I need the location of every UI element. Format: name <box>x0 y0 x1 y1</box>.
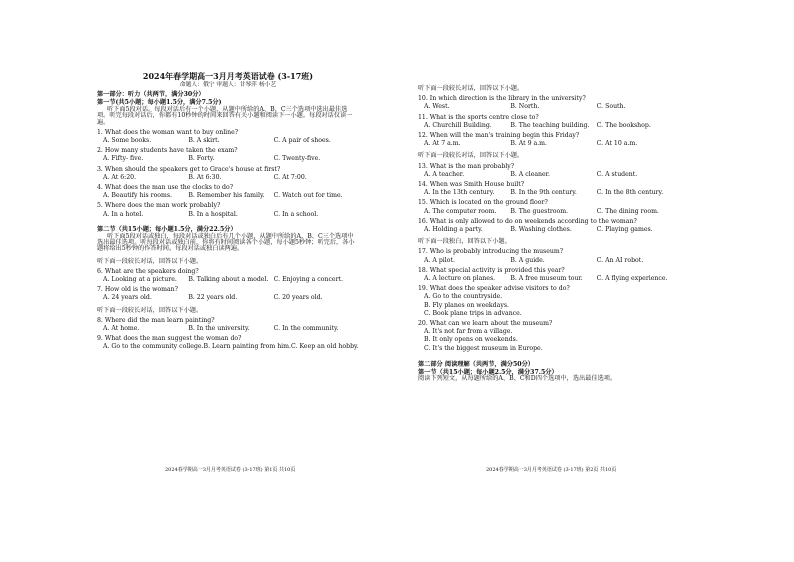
options-row <box>418 227 683 233</box>
option: B. It only opens on weekends. <box>424 336 518 344</box>
options-row <box>418 190 683 196</box>
option: B. Forty. <box>188 155 215 163</box>
question-text: 3. When should the speakers get to Grace's house at first? <box>97 165 281 173</box>
options-row <box>97 326 359 332</box>
option: B. The guestroom. <box>510 207 569 215</box>
question-19: 19. What does the speaker advise visitors to do? <box>418 285 570 293</box>
listening-prompt: 听下面一段较长对话，回答以下小题。 <box>418 85 524 92</box>
option: A. Churchill Building. <box>424 121 492 129</box>
section1-instructions: 听下面5段对话。每段对话后有一个小题，从题中所给的A、B、C三个选项中选出最佳选项。听完每段对话后，你都有10秒钟的时间来回答有关小题和阅读下一小题。每段对话仅读一遍。 <box>97 106 353 126</box>
options-row <box>97 212 359 218</box>
listening-prompt: 听下面一段较长对话，回答以下小题。 <box>418 152 524 160</box>
option: C. The dining room. <box>596 207 659 215</box>
option: A. Beautify his rooms. <box>103 192 173 200</box>
option: B. In a hospital. <box>188 210 238 218</box>
options-row <box>97 295 359 301</box>
options-row <box>418 258 683 264</box>
part2-section1-heading: 第一节（共15小题；每小题2.5分，满分37.5分） <box>418 369 558 377</box>
option: A. It's not far from a village. <box>424 328 513 336</box>
question-text: 10. In which direction is the library in the university? <box>418 95 586 103</box>
option: B. At 6:30. <box>188 173 222 181</box>
option: C. Playing games. <box>596 226 653 234</box>
listening-prompt: 听下面一段较长对话，回答以下小题。 <box>97 306 203 314</box>
option: C. 20 years old. <box>273 294 323 302</box>
question-text: 9. What does the man suggest the woman do? <box>97 335 242 343</box>
exam-title: 2024年春学期高一3月月考英语试卷 (3-17班) <box>142 71 314 81</box>
question-text: 8. Where did the man learn painting? <box>97 316 215 324</box>
option: B. At 9 a.m. <box>510 140 548 148</box>
options-row <box>418 104 683 110</box>
option: C. Watch out for time. <box>273 192 343 200</box>
option: C. In a school. <box>273 210 319 218</box>
option: C. In the 8th century. <box>596 189 664 197</box>
option: B. A free museum tour. <box>510 275 583 283</box>
option: B. The teaching building. <box>510 121 590 129</box>
options-row <box>97 138 359 144</box>
options-row <box>97 156 359 162</box>
question-group <box>418 164 683 234</box>
option: B. 22 years old. <box>188 294 238 302</box>
option: A. Go to the community college. <box>103 343 204 351</box>
option: A. Fifty- five. <box>103 155 144 163</box>
listening-prompt: 听下面一段较长对话，回答以下小题。 <box>97 257 203 265</box>
option: A. The computer room. <box>424 207 497 215</box>
section2-heading: 第二节（共15小题；每小题1.5分，满分22.5分） <box>97 225 237 233</box>
options-row <box>97 344 359 350</box>
option: A. A teacher. <box>424 170 465 178</box>
option: C. At 10 a.m. <box>596 140 638 148</box>
question-text: 16. What is only allowed to do on weekends according to the woman? <box>418 217 637 225</box>
option: C. A flying experience. <box>596 275 668 283</box>
option: A. A lecture on planes. <box>424 275 496 283</box>
listening-prompt: 听下面一段独白，回答以下小题。 <box>418 238 511 246</box>
option: B. In the 9th century. <box>510 189 577 197</box>
option: A. 24 years old. <box>103 294 152 302</box>
option: A. In a hotel. <box>103 210 144 218</box>
question-group <box>97 269 359 302</box>
question-20: 20. What can we learn about the museum? <box>418 320 553 328</box>
option: A. At home. <box>103 325 140 333</box>
question-group <box>97 130 359 218</box>
section2-instructions: 听下面5段对话或独白，每段对话或独白后有几个小题，从题中所给的A、B、C三个选项中选出最佳选项。听每段对话或独白前，你将有时间阅读各个小题，每小题5秒钟；听完后，各小题将给出5秒钟的作答时间。每段对话或独白读两遍。 <box>97 233 355 253</box>
left-page <box>97 72 359 484</box>
options-row <box>97 175 359 181</box>
question-group <box>97 318 359 351</box>
option: A. A pilot. <box>424 256 455 264</box>
option: B. A guide. <box>510 256 545 264</box>
right-page-footer: 2024春学期高一3月月考英语试卷 (3-17班) 第2页 共10页 <box>486 467 617 473</box>
option: C. In the community. <box>273 325 339 333</box>
option: C. Book plane trips in advance. <box>424 309 522 317</box>
options-row <box>418 209 683 215</box>
option: A. In the 13th century. <box>424 189 495 197</box>
option: C. A pair of shoes. <box>273 137 331 145</box>
question-text: 15. Which is located on the ground floor? <box>418 199 548 207</box>
option: A. At 6:20. <box>103 173 137 181</box>
option: C. A student. <box>596 170 638 178</box>
question-text: 14. When was Smith House built? <box>418 181 525 189</box>
part2-heading: 第二部分 阅读理解（共两节，满分50分） <box>418 360 534 368</box>
question-text: 11. What is the sports centre close to? <box>418 113 539 121</box>
question-text: 12. When will the man's training begin this Friday? <box>418 132 580 140</box>
option: A. At 7 a.m. <box>424 140 461 148</box>
options-row <box>418 123 683 129</box>
question-text: 18. What special activity is provided this year? <box>418 266 565 274</box>
option: C. At 7:00. <box>273 173 307 181</box>
option: A. Holding a party. <box>424 226 483 234</box>
question-text: 6. What are the speakers doing? <box>97 267 199 275</box>
question-text: 17. Who is probably introducing the museum? <box>418 248 564 256</box>
options-row <box>418 141 683 147</box>
exam-setter: 命题人：俄宁 审题人：甘琴萍 杨小艺 <box>179 82 277 88</box>
option: C. It's the biggest museum in Europe. <box>424 344 543 352</box>
option: A. Go to the countryside. <box>424 293 503 301</box>
option: B. Washing clothes. <box>510 226 572 234</box>
option: C. Enjoying a concert. <box>273 276 344 284</box>
option: B. North. <box>510 103 540 111</box>
option: B. Fly planes on weekdays. <box>424 301 509 309</box>
option: B. Learn painting from him. <box>203 343 291 351</box>
option: A. Some books. <box>103 137 152 145</box>
question-text: 1. What does the woman want to buy online? <box>97 128 239 136</box>
question-text: 2. How many students have taken the exam? <box>97 147 238 155</box>
option: C. Twenty-five. <box>273 155 321 163</box>
option: B. Talking about a model. <box>188 276 269 284</box>
option: B. A cleaner. <box>510 170 550 178</box>
options-row <box>97 277 359 283</box>
question-text: 7. How old is the woman? <box>97 286 178 294</box>
option: C. South. <box>596 103 626 111</box>
section1-heading: 第一节(共5小题；每小题1.5分，满分7.5分) <box>97 99 222 106</box>
question-group <box>418 249 683 282</box>
option: A. Looking at a picture. <box>103 276 177 284</box>
question-text: 13. What is the man probably? <box>418 162 515 170</box>
option: A. West. <box>424 103 450 111</box>
question-group <box>418 96 683 147</box>
part2-instructions: 阅读下列短文，从每题所给的A、B、C和D四个选项中，选出最佳选项。 <box>418 375 617 383</box>
option: B. In the university. <box>188 325 250 333</box>
options-row <box>418 172 683 178</box>
option: B. A skirt. <box>188 137 220 145</box>
question-text: 4. What does the man use the clocks to do? <box>97 184 234 192</box>
options-row <box>418 276 683 282</box>
option: C. The bookshop. <box>596 121 651 129</box>
left-page-footer: 2024春学期高一3月月考英语试卷 (3-17班) 第1页 共10页 <box>165 467 296 473</box>
right-page <box>418 86 683 498</box>
option: C. An AI robot. <box>596 256 644 264</box>
option: C. Keep an old hobby. <box>291 343 359 351</box>
options-row <box>97 193 359 199</box>
question-text: 5. Where does the man work probably? <box>97 202 221 210</box>
part1-heading: 第一部分：听力（共两节，满分30分） <box>97 90 205 98</box>
option: B. Remember his family. <box>188 192 265 200</box>
